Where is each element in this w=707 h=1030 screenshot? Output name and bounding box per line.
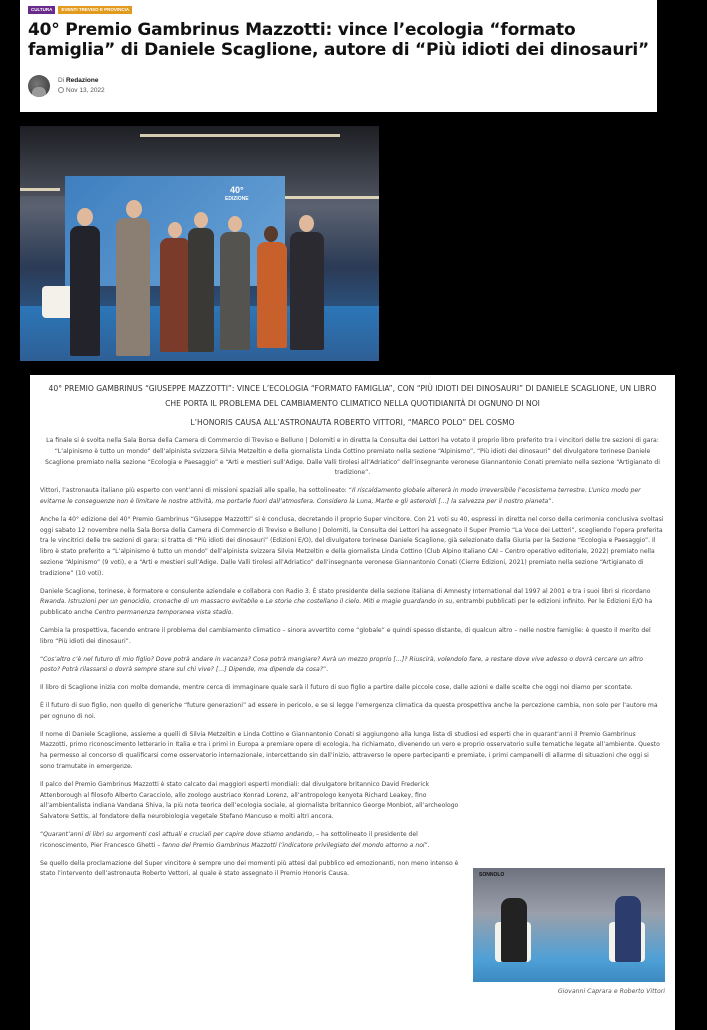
quote-text: Quarant’anni di libri su argomenti così attuali e cruciali per capire dove stiamo andando: [43, 830, 313, 838]
article-body: [30, 375, 675, 1030]
author-row: [28, 75, 649, 97]
author-meta: [58, 76, 105, 96]
person-head: [77, 208, 93, 226]
paragraph: Il palco del Premio Gambrinus Mazzotti è stato calcato dai maggiori esperti mondiali: dal divulgatore britannico David Frederick Attenborough al filosofo Alberto Caracciolo, allo zoologo austriaco Konrad Lorenz, all’antropologo kenyota Richard Leakey, fino all’ambientalista indiana Vandana Shiva, la più nota teorica dell’ecologia sociale, al giornalista britannico George Monbiot, all’archeologo Salvatore Settis, al fondatore della neurobiologia vegetale Stefano Mancuso e molti altri ancora.: [40, 780, 459, 821]
paragraph: Anche la 40° edizione del 40° Premio Gambrinus “Giuseppe Mazzotti” si è conclusa, decretando il proprio Super vincitore. Con 21 voti su 40, espressi in diretta nel corso della cerimonia conclusiva svoltasi oggi sabato 12 novembre nella Sala Borsa della Camera di Commercio di Treviso e Belluno | Dolomiti, la Consulta dei Lettori ha assegnato il Super Premio “La Voce dei Lettori”, scegliendo l’opera preferita tra le vincitrici delle tre sezioni di gara: si tratta di “Più idioti dei dinosauri” (Edizioni E/O), del divulgatore torinese Daniele Scaglione, già selezionato dalla Giuria per la Sezione “Ecologia e Paesaggio”. Il libro è stato preferito a “L’alpinismo è tutto un mondo” dell’alpinista svizzera Silvia Metzeltin e della giornalista Linda Cottino (Club Alpino Italiano CAI – Centro operativo editoriale, 2022) premiato nella sezione “Alpinismo” (9 voti), e a “Arti e mestieri sull’Adige. Dalle Valli tirolesi all’Adriatico” dell’insegnante veronese Giannantonio Conati (Cierre Edizioni, 2021) premiato nella sezione “Artigianato di tradizione” (10 voti).: [40, 515, 664, 577]
text-run: , entrambi pubblicati per le edizioni infinito. Per le Edizioni E/O ha pubblicato anche: [40, 598, 653, 617]
person: [501, 898, 527, 962]
person-head: [126, 200, 142, 218]
person: [615, 896, 641, 962]
article-subheading: 40° PREMIO GAMBRINUS “GIUSEPPE MAZZOTTI”: VINCE L’ECOLOGIA “FORMATO FAMIGLIA”, CON “PIÙ IDIOTI DEI DINOSAURI” DI DANIELE SCAGLIONE, UN LIBRO CHE PORTA IL PROBLEMA DEL CAMBIAMENTO CLIMATICO NELLA QUOTIDIANITÀ DI OGNUNO DI NOI: [48, 384, 657, 408]
text-run: Vittori, l’astronauta italiano più esperto con vent’anni di missioni spaziali alle spalle, ha sottolineato: “: [40, 487, 352, 495]
paragraph: [40, 830, 460, 852]
paragraph: La finale si è svolta nella Sala Borsa della Camera di Commercio di Treviso e Belluno | Dolomiti e in diretta la Consulta dei Lettori ha votato il proprio libro preferito tra i vincitori delle tre sezioni di gara: “L’alpinismo è tutto un mondo” dell’alpinista svizzera Silvia Metzeltin e della giornalista Linda Cottino premiato nella sezione “Alpinismo”, “Più idioti dei dinosauri” del divulgatore torinese Daniele Scaglione premiato nella sezione “Ecologia e Paesaggio” e “Arti e mestieri sull’Adige. Dalle Valli tirolesi all’Adriatico” dell’insegnante veronese Giannantonio Conati premiato nella sezione “Artigianato di tradizione”.: [45, 437, 660, 477]
article-header: [20, 0, 657, 112]
paragraph: [40, 587, 665, 619]
book-title: Le storie che costellano il cielo. Miti e magie guardando in su: [265, 598, 453, 606]
side-figure: [473, 868, 665, 995]
person: [70, 226, 100, 356]
side-photo: [473, 868, 665, 982]
text-run: “: [40, 830, 44, 838]
text-run: “: [40, 655, 44, 663]
hero-photo: [20, 126, 379, 361]
author-name[interactable]: Redazione: [65, 77, 99, 84]
paragraph: Il libro di Scaglione inizia con molte domande, mentre cerca di immaginare quale sarà il futuro di suo figlio a partire dalle piccole cose, dalle azioni e dalle scelte che oggi noi diamo per scontate.: [40, 684, 633, 692]
tag-eventi[interactable]: EVENTI TREVISO E PROVINCIA: [58, 6, 132, 14]
ceiling-light: [140, 134, 340, 137]
photo-caption: Giovanni Caprara e Roberto Vittori: [557, 988, 665, 995]
paragraph: Cambia la prospettiva, facendo entrare il problema del cambiamento climatico – sinora avvertito come “globale” e quindi spesso distante, di qualcun altro – nelle nostre famiglie: è questo il merito del libro “Più idioti dei dinosauri”.: [40, 626, 651, 645]
by-prefix: Di: [58, 77, 65, 84]
text-run: ”.: [548, 497, 554, 505]
book-title: Centro permanenza temporanea vista stadio.: [94, 609, 234, 617]
person-head: [228, 216, 242, 232]
person: [188, 228, 214, 352]
book-title: Rwanda. Istruzioni per un genocidio, cronache di un massacro evitabile: [40, 598, 258, 606]
quote-text: Cos’altro c’è nel futuro di mio figlio? Dove potrà andare in vacanza? Cosa potrà mangiare? Avrà un mezzo proprio […]? Riuscirà, volendolo fare, a restare dove vive adesso o dovrà cercare un altro posto? Potrà rilassarsi o dovrà sempre stare sul chi vive? […] Dipende, ma dipende da cosa?: [40, 655, 644, 674]
article-title: 40° Premio Gambrinus Mazzotti: vince l’ecologia “formato famiglia” di Daniele Scaglione, autore di “Più idioti dei dinosauri”: [28, 20, 650, 60]
narrow-column: [40, 780, 665, 880]
paragraph: [40, 486, 665, 508]
text-run: e: [257, 598, 266, 606]
ceiling-light: [20, 188, 60, 191]
banner-text: [225, 186, 249, 204]
category-tags: [28, 6, 649, 14]
person-head: [264, 226, 278, 242]
tag-cultura[interactable]: CULTURA: [28, 6, 55, 14]
paragraph: È il futuro di suo figlio, non quello di generiche “future generazioni” ad essere in pericolo, e se si legge l’emergenza climatica da questa prospettiva anche la percezione cambia, non solo per l’autore ma per ognuno di noi.: [40, 701, 658, 720]
ceiling-light: [280, 196, 379, 199]
paragraph: Il nome di Daniele Scaglione, assieme a quelli di Silvia Metzeltin e Linda Cottino e Giannantonio Conati si aggiungono alla lunga lista di studiosi ed esperti che in quarant’anni il Premio Gambrinus Mazzotti, primo riconoscimento letterario in Italia e tra i primi in Europa a premiare opere di ecologia, ha richiamato, divenendo un vero e proprio osservatorio sulle tematiche legate all’ambiente. Questo ha permesso al concorso di qualificarsi come osservatorio internazionale, intercettando sin dall’inizio, attraverso le opere partecipanti e premiate, i primi campanelli di allarme di situazioni che oggi si sono tramutate in emergenze.: [40, 730, 660, 770]
banner-line-1: 40°: [230, 185, 244, 195]
person: [160, 238, 190, 352]
person: [220, 232, 250, 350]
text-run: ”.: [322, 666, 329, 674]
text-run: Daniele Scaglione, torinese, è formatore e consulente aziendale e collabora con Radio 3. È stato presidente della sezione italiana di Amnesty International dal 1997 al 2001 e tra i suoi libri si ricordano: [40, 587, 651, 595]
clock-icon: [58, 87, 64, 93]
photo-logo: SONNOLO: [479, 872, 505, 878]
person-head: [299, 215, 314, 232]
quote-text: Il riscaldamento globale altererà in modo irreversibile l’ecosistema terrestre. L’unico modo per evitarne le conseguenze non è limitare le nostre attività, ma portarle fuori dall’atmosfera. Considero la Luna, Marte e gli asteroidi […] la salvezza per il nostro pianeta: [40, 487, 641, 505]
text-run: ”.: [424, 841, 430, 849]
paragraph: [40, 655, 665, 677]
person-head: [194, 212, 208, 228]
author-avatar[interactable]: [28, 75, 50, 97]
person: [257, 242, 287, 348]
person: [116, 218, 150, 356]
banner-line-2: EDIZIONE: [225, 196, 249, 202]
article-subheading-2: L’HONORIS CAUSA ALL’ASTRONAUTA ROBERTO VITTORI, “MARCO POLO” DEL COSMO: [190, 418, 515, 427]
person: [290, 232, 324, 350]
paragraph: Se quello della proclamazione del Super vincitore è sempre uno dei momenti più attesi dal pubblico ed emozionanti, non meno intenso è stato l’intervento dell’astronauta Roberto Vettori, al quale è stato assegnato il Premio Honoris Causa.: [40, 859, 459, 878]
text-run: , – ha sottolineato il presidente del riconoscimento, Pier Francesco Ghetti –: [40, 830, 418, 849]
person-head: [168, 222, 182, 238]
quote-text: fanno del Premio Gambrinus Mazzotti l’indicatore privilegiato del mondo attorno a noi: [162, 841, 425, 849]
publish-date: Nov 13, 2022: [66, 87, 105, 94]
